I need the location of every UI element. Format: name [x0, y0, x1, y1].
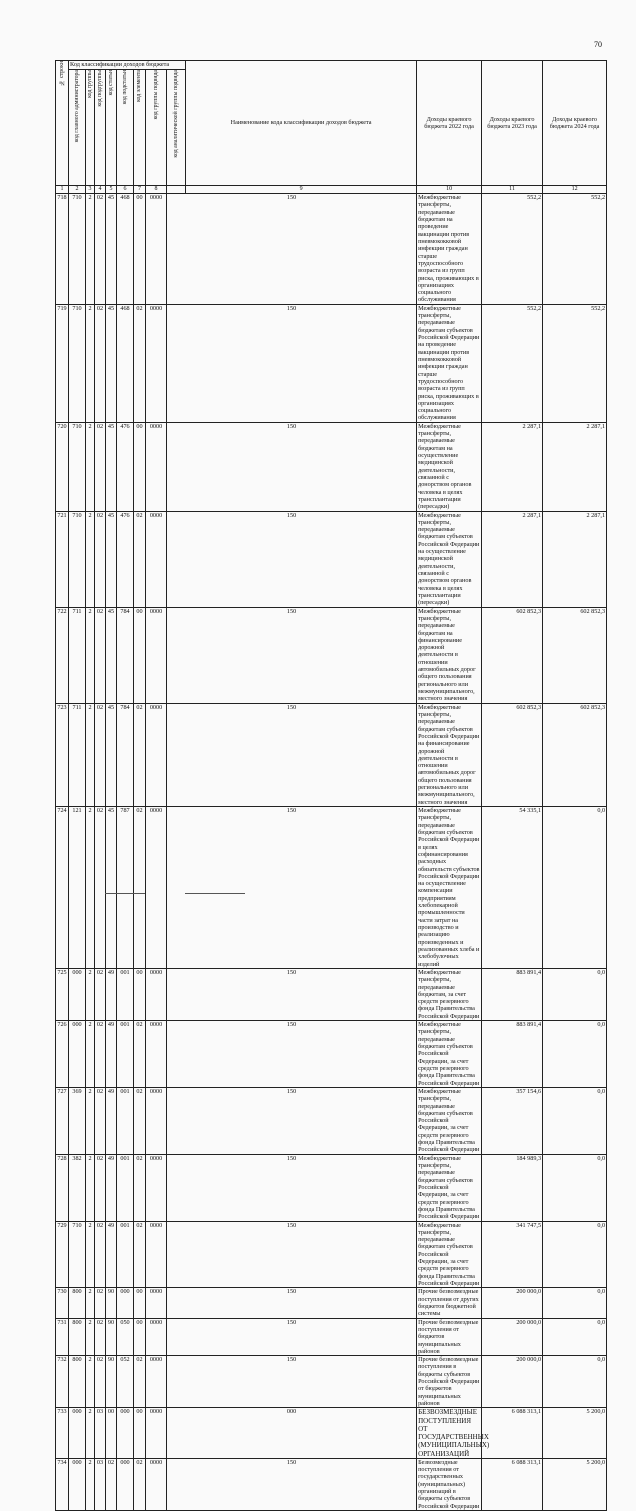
code-cell: 2 [86, 194, 95, 305]
code-cell: 784 [117, 607, 134, 703]
row-number-cell: 722 [56, 607, 69, 703]
revenue-2022-cell: 200 000,0 [482, 1288, 543, 1318]
code-cell: 0000 [146, 304, 167, 422]
code-cell: 2 [86, 968, 95, 1020]
column-number: 6 [117, 186, 134, 194]
code-cell: 001 [117, 1221, 134, 1288]
code-cell: 02 [95, 607, 106, 703]
code-cell: 02 [134, 1087, 146, 1154]
code-cell: 710 [69, 511, 86, 607]
code-cell: 45 [106, 511, 117, 607]
revenue-2023-cell: 5 200,0 [543, 1458, 607, 1510]
code-cell: 0000 [146, 194, 167, 305]
name-cell: Межбюджетные трансферты, передаваемые бюджетам субъектов Российской Федерации, за счет средств резервного фонда Правительства Российской Федерации [417, 1154, 482, 1221]
code-cell: 001 [117, 1021, 134, 1088]
revenue-2022-cell: 357 154,6 [482, 1087, 543, 1154]
code-cell: 00 [134, 194, 146, 305]
code-cell: 0000 [146, 1221, 167, 1288]
code-cell: 02 [95, 703, 106, 806]
code-cell: 2 [86, 1408, 95, 1459]
code-cell: 0000 [146, 511, 167, 607]
row-number-cell: 720 [56, 422, 69, 511]
code-cell: 150 [167, 1154, 417, 1221]
code-cell: 000 [117, 1288, 134, 1318]
code-cell: 02 [95, 1221, 106, 1288]
revenue-2023-cell: 602 852,3 [543, 607, 607, 703]
code-cell: 2 [86, 1356, 95, 1408]
column-number: 2 [69, 186, 86, 194]
code-column-header: код элемента [134, 70, 146, 186]
name-cell: Межбюджетные трансферты, передаваемые бюджетам субъектов Российской Федерации в целях софинансирования расходных обязательств субъектов Российской Федерации на осуществление компенсации предприятиям хлебопекарной промышленности части затрат на производство и реализацию произведенных и реализованных хлеба и хлебобулочных изделий [417, 807, 482, 969]
code-cell: 000 [69, 1021, 86, 1088]
code-cell: 90 [106, 1318, 117, 1356]
code-cell: 000 [167, 1408, 417, 1459]
code-cell: 00 [134, 1318, 146, 1356]
row-number-cell: 723 [56, 703, 69, 806]
revenue-2023-cell: 2 287,1 [543, 422, 607, 511]
table-row [56, 422, 607, 511]
code-cell: 02 [95, 511, 106, 607]
code-cell: 150 [167, 1356, 417, 1408]
revenue-2022-cell: 54 335,1 [482, 807, 543, 969]
code-cell: 0000 [146, 1458, 167, 1510]
revenue-2023-cell: 0,0 [543, 1021, 607, 1088]
revenue-2022-cell: 2 287,1 [482, 511, 543, 607]
code-cell: 02 [95, 1318, 106, 1356]
code-cell: 2 [86, 304, 95, 422]
revenue-2022-cell: 341 747,5 [482, 1221, 543, 1288]
code-cell: 02 [95, 304, 106, 422]
revenue-2022-cell: 602 852,3 [482, 703, 543, 806]
row-number-cell: 729 [56, 1221, 69, 1288]
revenue-2022-cell: 6 088 313,1 [482, 1408, 543, 1459]
code-cell: 001 [117, 968, 134, 1020]
code-cell: 2 [86, 1221, 95, 1288]
code-cell: 45 [106, 194, 117, 305]
row-number-cell: 721 [56, 511, 69, 607]
code-cell: 02 [134, 1458, 146, 1510]
name-cell: Межбюджетные трансферты, передаваемые бюджетам, за счет средств резервного фонда Правительства Российской Федерации [417, 968, 482, 1020]
code-cell: 02 [95, 1288, 106, 1318]
code-cell: 784 [117, 703, 134, 806]
code-cell: 2 [86, 1021, 95, 1088]
code-cell: 45 [106, 703, 117, 806]
name-cell: Межбюджетные трансферты, передаваемые бюджетам субъектов Российской Федерации на финансирование дорожной деятельности в отношении автомобильных дорог общего пользования регионального или межмуниципального, местного значения [417, 703, 482, 806]
code-cell: 710 [69, 194, 86, 305]
code-cell: 150 [167, 607, 417, 703]
table-row [56, 1356, 607, 1408]
code-cell: 150 [167, 1021, 417, 1088]
code-cell: 001 [117, 1087, 134, 1154]
code-cell: 2 [86, 1154, 95, 1221]
code-cell: 150 [167, 1288, 417, 1318]
code-cell: 150 [167, 1087, 417, 1154]
code-cell: 02 [95, 1021, 106, 1088]
name-cell: Прочие безвозмездные поступления от других бюджетов бюджетной системы [417, 1288, 482, 1318]
code-cell: 02 [95, 1154, 106, 1221]
code-cell: 00 [134, 968, 146, 1020]
code-column-header: код подгруппы [95, 70, 106, 186]
code-cell: 45 [106, 422, 117, 511]
code-cell: 0000 [146, 1087, 167, 1154]
column-number: 5 [106, 186, 117, 194]
code-cell: 711 [69, 607, 86, 703]
row-number-cell: 726 [56, 1021, 69, 1088]
code-cell: 90 [106, 1356, 117, 1408]
code-cell: 2 [86, 807, 95, 969]
code-cell: 150 [167, 194, 417, 305]
code-cell: 02 [95, 194, 106, 305]
row-number-cell: 728 [56, 1154, 69, 1221]
code-cell: 150 [167, 1318, 417, 1356]
code-cell: 0000 [146, 1408, 167, 1459]
revenue-2023-cell: 0,0 [543, 968, 607, 1020]
code-cell: 00 [134, 1288, 146, 1318]
code-cell: 2 [86, 1087, 95, 1154]
name-cell: Межбюджетные трансферты, передаваемые бюджетам субъектов Российской Федерации, за счет средств резервного фонда Правительства Российской Федерации [417, 1087, 482, 1154]
code-cell: 02 [134, 304, 146, 422]
code-cell: 0000 [146, 1154, 167, 1221]
code-cell: 121 [69, 807, 86, 969]
table-row [56, 1021, 607, 1088]
code-cell: 90 [106, 1288, 117, 1318]
name-cell: Межбюджетные трансферты, передаваемые бюджетам на финансирование дорожной деятельности в отношении автомобильных дорог общего пользования регионального или межмуниципального, местного значения [417, 607, 482, 703]
table-row [56, 807, 607, 969]
code-cell: 0000 [146, 1288, 167, 1318]
code-column-header: код статьи [106, 70, 117, 186]
code-cell: 468 [117, 194, 134, 305]
name-cell: Межбюджетные трансферты, передаваемые бюджетам субъектов Российской Федерации на проведение вакцинации против пневмококковой инфекции граждан старше трудоспособного возраста из групп риска, проживающих в организациях социального обслуживания [417, 304, 482, 422]
code-cell: 02 [106, 1458, 117, 1510]
code-cell: 150 [167, 703, 417, 806]
code-cell: 476 [117, 511, 134, 607]
revenue-2022-cell: 6 088 313,1 [482, 1458, 543, 1510]
code-column-header: код аналитической группы подвида [167, 70, 186, 186]
column-number: 10 [417, 186, 482, 194]
code-column-header: код группы [86, 70, 95, 186]
code-cell: 0000 [146, 703, 167, 806]
code-cell: 2 [86, 703, 95, 806]
code-cell: 2 [86, 511, 95, 607]
code-cell: 0000 [146, 1318, 167, 1356]
revenue-2023-cell: 0,0 [543, 1318, 607, 1356]
revenue-2023-cell: 0,0 [543, 1288, 607, 1318]
code-cell: 03 [95, 1408, 106, 1459]
code-cell: 476 [117, 422, 134, 511]
bottom-scan-mark [185, 893, 245, 894]
code-cell: 02 [134, 1356, 146, 1408]
revenue-2022-cell: 552,2 [482, 194, 543, 305]
code-cell: 00 [106, 1408, 117, 1459]
code-cell: 150 [167, 968, 417, 1020]
code-cell: 02 [95, 1087, 106, 1154]
code-cell: 0000 [146, 422, 167, 511]
code-cell: 150 [167, 1458, 417, 1510]
code-cell: 369 [69, 1087, 86, 1154]
revenue-2022-cell: 602 852,3 [482, 607, 543, 703]
code-cell: 45 [106, 807, 117, 969]
column-number: 1 [56, 186, 69, 194]
table-row [56, 703, 607, 806]
table-row [56, 304, 607, 422]
bottom-scan-mark [105, 893, 145, 894]
row-number-cell: 727 [56, 1087, 69, 1154]
revenue-2023-cell: 602 852,3 [543, 703, 607, 806]
code-cell: 000 [117, 1408, 134, 1459]
revenue-2022-cell: 200 000,0 [482, 1318, 543, 1356]
code-cell: 0000 [146, 1356, 167, 1408]
code-cell: 0000 [146, 1021, 167, 1088]
revenue-2022-cell: 883 891,4 [482, 1021, 543, 1088]
code-column-header: код главного администратора [69, 70, 86, 186]
code-cell: 150 [167, 807, 417, 969]
code-column-header: код подстатьи [117, 70, 134, 186]
name-cell: Межбюджетные трансферты, передаваемые бюджетам на осуществление медицинской деятельности, связанной с донорством органов человека в целях трансплантации (пересадки) [417, 422, 482, 511]
table-row [56, 194, 607, 305]
code-cell: 49 [106, 1087, 117, 1154]
column-number: 3 [86, 186, 95, 194]
revenue-2023-cell: 0,0 [543, 1221, 607, 1288]
table-row [56, 1318, 607, 1356]
code-cell: 382 [69, 1154, 86, 1221]
code-cell: 710 [69, 1221, 86, 1288]
code-cell: 00 [134, 422, 146, 511]
name-cell: Межбюджетные трансферты, передаваемые бюджетам субъектов Российской Федерации на осуществление медицинской деятельности, связанной с донорством органов человека в целях трансплантации (пересадки) [417, 511, 482, 607]
code-cell: 0000 [146, 968, 167, 1020]
table-row [56, 1087, 607, 1154]
code-cell: 787 [117, 807, 134, 969]
revenue-2022-cell: 200 000,0 [482, 1356, 543, 1408]
code-cell: 2 [86, 607, 95, 703]
classification-code-group-header: Код классификации доходов бюджета [69, 61, 186, 70]
column-number-row [56, 186, 607, 194]
revenue-2022-cell: 184 989,3 [482, 1154, 543, 1221]
row-number-cell: 733 [56, 1408, 69, 1459]
code-column-header: код группы подвида [146, 70, 167, 186]
column-number: 12 [543, 186, 607, 194]
table-row [56, 1408, 607, 1459]
name-cell: Межбюджетные трансферты, передаваемые бюджетам субъектов Российской Федерации, за счет средств резервного фонда Правительства Российской Федерации [417, 1221, 482, 1288]
page-number: 70 [594, 40, 602, 49]
row-number-cell: 730 [56, 1288, 69, 1318]
table-row [56, 511, 607, 607]
revenue-2022-cell: 552,2 [482, 304, 543, 422]
revenue-2023-cell: 0,0 [543, 1087, 607, 1154]
revenue-2023-header: Доходы краевого бюджета 2023 года [482, 61, 543, 186]
code-cell: 800 [69, 1356, 86, 1408]
revenue-2024-header: Доходы краевого бюджета 2024 года [543, 61, 607, 186]
name-cell: Межбюджетные трансферты, передаваемые бюджетам на проведение вакцинации против пневмококковой инфекции граждан старше трудоспособного возраста из групп риска, проживающих в организациях социального обслуживания [417, 194, 482, 305]
code-cell: 000 [69, 1408, 86, 1459]
table-row [56, 1458, 607, 1510]
column-number: 11 [482, 186, 543, 194]
code-cell: 150 [167, 1221, 417, 1288]
code-cell: 2 [86, 1288, 95, 1318]
name-cell: Прочие безвозмездные поступления в бюджеты субъектов Российской Федерации от бюджетов муниципальных районов [417, 1356, 482, 1408]
row-number-cell: 734 [56, 1458, 69, 1510]
code-cell: 49 [106, 968, 117, 1020]
row-number-cell: 719 [56, 304, 69, 422]
code-cell: 2 [86, 1458, 95, 1510]
row-number-cell: 732 [56, 1356, 69, 1408]
revenue-2023-cell: 0,0 [543, 1154, 607, 1221]
code-cell: 45 [106, 607, 117, 703]
revenue-2023-cell: 552,2 [543, 194, 607, 305]
code-cell: 49 [106, 1221, 117, 1288]
code-cell: 49 [106, 1021, 117, 1088]
column-number: 8 [146, 186, 167, 194]
code-cell: 0000 [146, 807, 167, 969]
table-row [56, 968, 607, 1020]
code-cell: 02 [134, 1154, 146, 1221]
row-number-cell: 718 [56, 194, 69, 305]
revenue-2022-cell: 2 287,1 [482, 422, 543, 511]
code-cell: 03 [95, 1458, 106, 1510]
revenue-2023-cell: 0,0 [543, 807, 607, 969]
row-number-cell: 725 [56, 968, 69, 1020]
name-cell: Прочие безвозмездные поступления от бюджетов муниципальных районов [417, 1318, 482, 1356]
code-cell: 02 [95, 422, 106, 511]
code-cell: 00 [134, 1408, 146, 1459]
code-cell: 49 [106, 1154, 117, 1221]
code-cell: 2 [86, 1318, 95, 1356]
code-cell: 02 [134, 703, 146, 806]
code-cell: 00 [134, 607, 146, 703]
code-cell: 710 [69, 422, 86, 511]
code-cell: 468 [117, 304, 134, 422]
name-column-header: Наименование кода классификации доходов бюджета [186, 61, 417, 186]
table-row [56, 1154, 607, 1221]
revenue-classification-table [55, 60, 607, 1511]
code-cell: 800 [69, 1288, 86, 1318]
code-cell: 2 [86, 422, 95, 511]
code-cell: 000 [117, 1458, 134, 1510]
name-cell: Безвозмездные поступления от государственных (муниципальных) организаций в бюджеты субъектов Российской Федерации [417, 1458, 482, 1510]
code-cell: 0000 [146, 607, 167, 703]
table-row [56, 1221, 607, 1288]
code-cell: 000 [69, 1458, 86, 1510]
name-cell: Межбюджетные трансферты, передаваемые бюджетам субъектов Российской Федерации, за счет средств резервного фонда Правительства Российской Федерации [417, 1021, 482, 1088]
code-cell: 000 [69, 968, 86, 1020]
code-cell: 710 [69, 304, 86, 422]
revenue-2023-cell: 0,0 [543, 1356, 607, 1408]
revenue-2023-cell: 2 287,1 [543, 511, 607, 607]
code-cell: 45 [106, 304, 117, 422]
code-cell: 800 [69, 1318, 86, 1356]
table-row [56, 607, 607, 703]
code-cell: 02 [134, 511, 146, 607]
row-number-cell: 731 [56, 1318, 69, 1356]
code-cell: 02 [134, 1221, 146, 1288]
column-number: 7 [134, 186, 146, 194]
code-cell: 02 [95, 807, 106, 969]
column-number: 4 [95, 186, 106, 194]
code-cell: 02 [134, 807, 146, 969]
code-cell: 150 [167, 304, 417, 422]
code-cell: 052 [117, 1356, 134, 1408]
code-cell: 001 [117, 1154, 134, 1221]
revenue-2023-cell: 5 200,0 [543, 1408, 607, 1459]
row-number-header: № строки [56, 61, 69, 186]
code-cell: 711 [69, 703, 86, 806]
name-cell: БЕЗВОЗМЕЗДНЫЕ ПОСТУПЛЕНИЯ ОТ ГОСУДАРСТВЕННЫХ (МУНИЦИПАЛЬНЫХ) ОРГАНИЗАЦИЙ [418, 1408, 490, 1458]
code-cell: 150 [167, 422, 417, 511]
revenue-2023-cell: 552,2 [543, 304, 607, 422]
revenue-2022-header: Доходы краевого бюджета 2022 года [417, 61, 482, 186]
code-cell: 02 [95, 1356, 106, 1408]
code-cell: 050 [117, 1318, 134, 1356]
code-cell: 02 [134, 1021, 146, 1088]
code-cell: 150 [167, 511, 417, 607]
row-number-cell: 724 [56, 807, 69, 969]
table-row [56, 1288, 607, 1318]
code-cell: 02 [95, 968, 106, 1020]
revenue-2022-cell: 883 891,4 [482, 968, 543, 1020]
column-number: 9 [186, 186, 417, 194]
